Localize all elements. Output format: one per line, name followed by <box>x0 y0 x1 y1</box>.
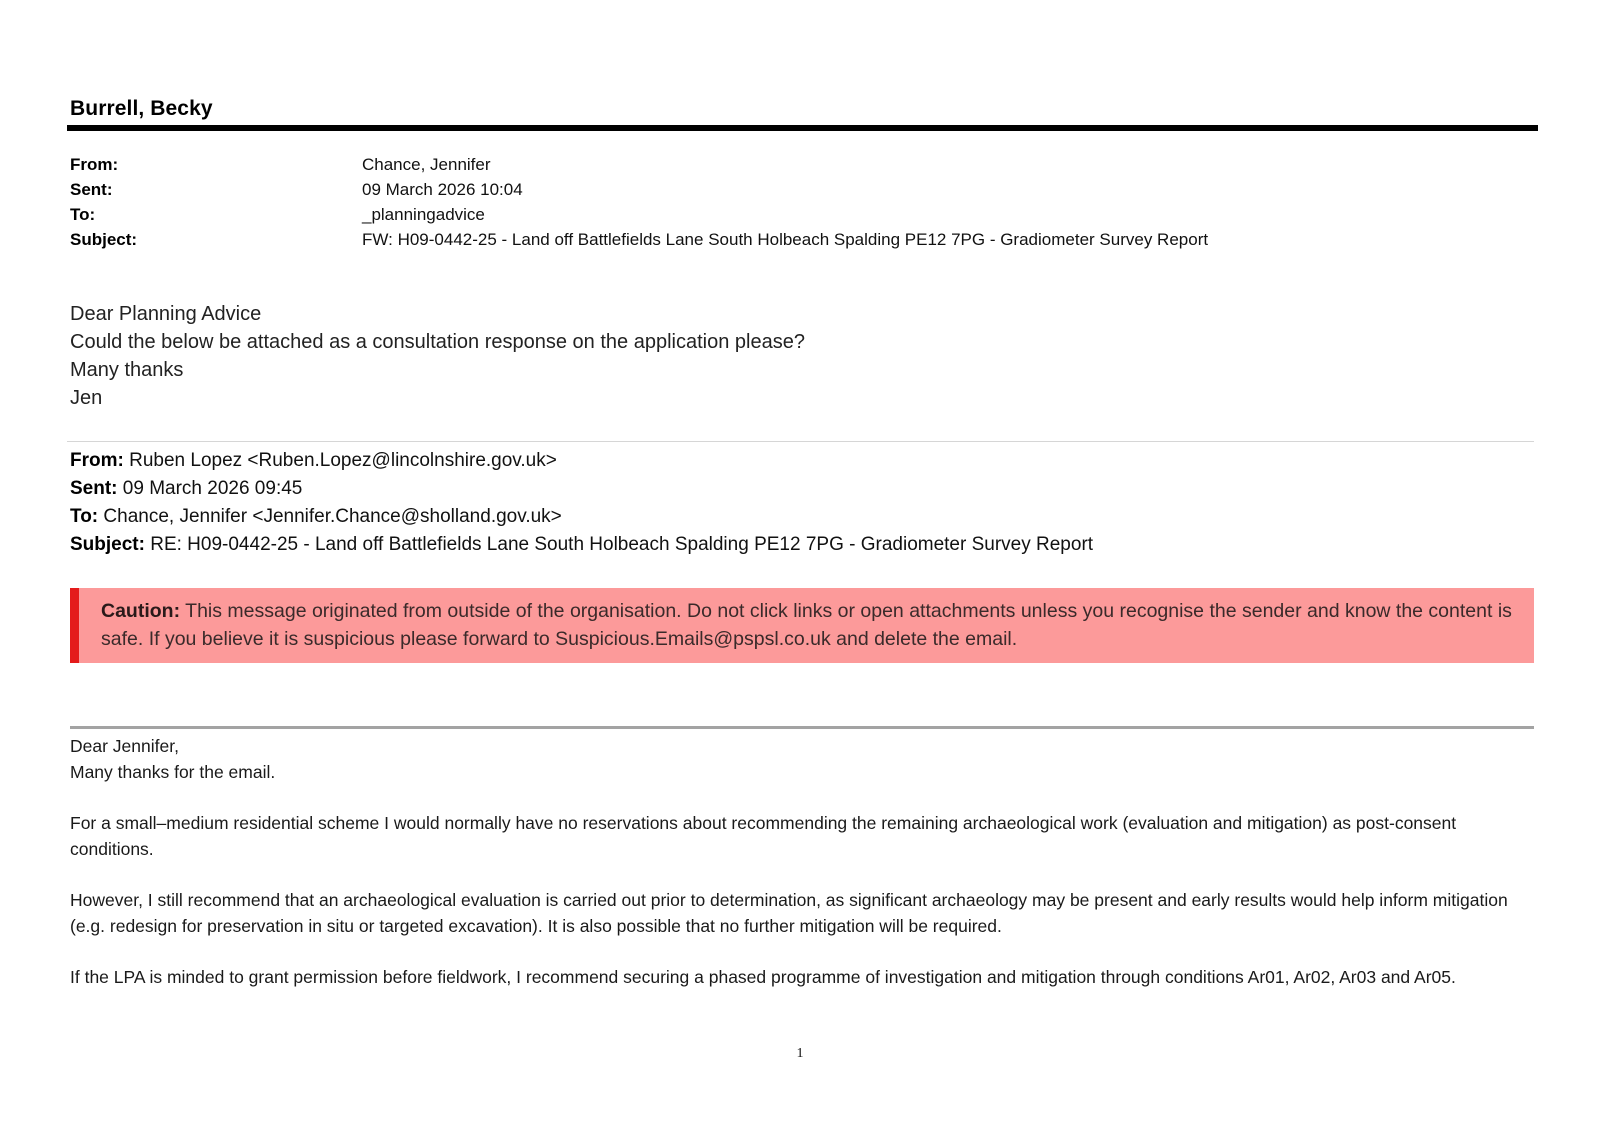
forwarded-header-block <box>70 447 1093 559</box>
reply-paragraph: If the LPA is minded to grant permission before fieldwork, I recommend securing a phased programme of investigation and mitigation through conditions Ar01, Ar02, Ar03 and Ar05. <box>70 967 1456 987</box>
from-label: From: <box>70 155 119 174</box>
header-row-from <box>70 152 1530 177</box>
forward-divider <box>67 441 1534 442</box>
fwd-sent-label: Sent: <box>70 478 118 499</box>
subject-label: Subject: <box>70 230 138 249</box>
fwd-row-to <box>70 503 1093 531</box>
reply-paragraph: However, I still recommend that an archaeological evaluation is carried out prior to determination, as significant archaeology may be present and early results would help inform mitigation (e.g. redesign for preservation in situ or targeted excavation). It is also possible that no further mitigation will be required. <box>70 890 1508 936</box>
intro-message-body <box>70 300 805 412</box>
fwd-to-value: Chance, Jennifer <Jennifer.Chance@sholland.gov.uk> <box>103 506 562 527</box>
fwd-from-value: Ruben Lopez <Ruben.Lopez@lincolnshire.gov.uk> <box>129 450 557 471</box>
fwd-row-subject <box>70 531 1093 559</box>
fwd-subject-value: RE: H09-0442-25 - Land off Battlefields Lane South Holbeach Spalding PE12 7PG - Gradiometer Survey Report <box>150 534 1094 555</box>
subject-value: FW: H09-0442-25 - Land off Battlefields Lane South Holbeach Spalding PE12 7PG - Gradiometer Survey Report <box>362 230 1209 249</box>
external-caution-banner <box>70 588 1534 663</box>
caution-text: This message originated from outside of the organisation. Do not click links or open attachments unless you recognise the sender and know the content is safe. If you believe it is suspicious please forward to Suspicious.Emails@pspsl.co.uk and delete the email. <box>101 600 1512 650</box>
reply-paragraph: For a small–medium residential scheme I would normally have no reservations about recommending the remaining archaeological work (evaluation and mitigation) as post-consent conditions. <box>70 813 1457 859</box>
page-number: 1 <box>796 1046 804 1061</box>
intro-line: Could the below be attached as a consultation response on the application please? <box>70 331 805 353</box>
reply-divider <box>70 726 1534 729</box>
from-value: Chance, Jennifer <box>362 155 491 174</box>
header-row-to <box>70 202 1530 227</box>
header-divider <box>67 125 1538 131</box>
reply-greeting: Dear Jennifer, <box>70 736 179 756</box>
fwd-from-label: From: <box>70 450 124 471</box>
header-row-sent <box>70 177 1530 202</box>
fwd-subject-label: Subject: <box>70 534 145 555</box>
fwd-to-label: To: <box>70 506 99 527</box>
intro-line: Many thanks <box>70 359 184 381</box>
header-row-subject <box>70 227 1530 252</box>
email-header-block <box>70 152 1530 252</box>
to-value: _planningadvice <box>362 205 485 224</box>
fwd-row-sent <box>70 475 1093 503</box>
intro-signature: Jen <box>70 387 103 409</box>
fwd-row-from <box>70 447 1093 475</box>
caution-label: Caution: <box>101 600 181 622</box>
reply-thanks: Many thanks for the email. <box>70 762 276 782</box>
mailbox-owner-name: Burrell, Becky <box>70 97 213 120</box>
intro-line: Dear Planning Advice <box>70 303 262 325</box>
reply-message-body <box>70 733 1540 990</box>
fwd-sent-value: 09 March 2026 09:45 <box>122 478 303 499</box>
sent-value: 09 March 2026 10:04 <box>362 180 523 199</box>
sent-label: Sent: <box>70 180 113 199</box>
to-label: To: <box>70 205 96 224</box>
